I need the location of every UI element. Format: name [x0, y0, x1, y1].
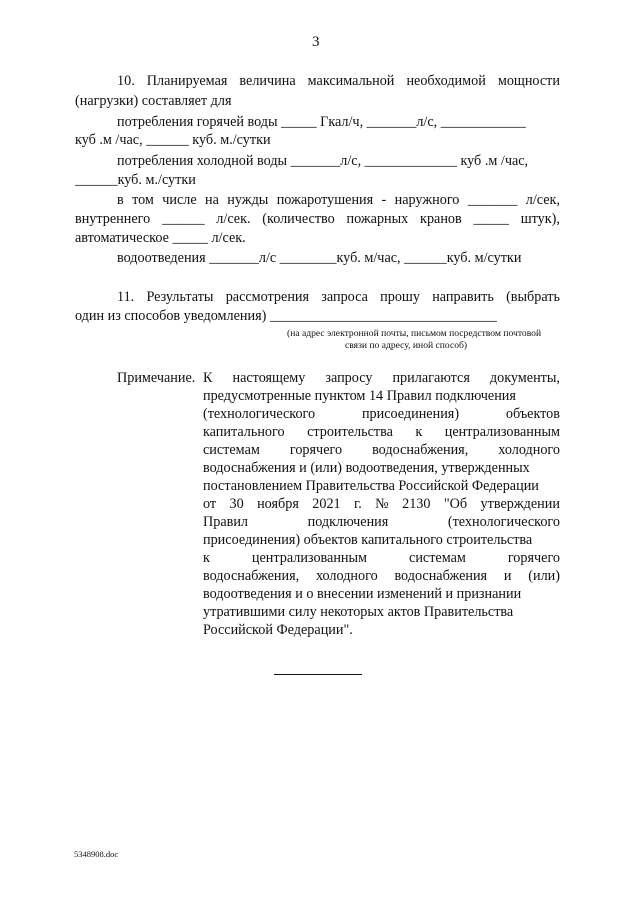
note-line-8: от 30 ноября 2021 г. № 2130 "Об утверждении — [203, 496, 560, 512]
note-line-10: присоединения) объектов капитального строительства — [203, 532, 533, 548]
note-line-11: к централизованным системам горячего — [203, 550, 560, 566]
fire-fighting-line-1: в том числе на нужды пожаротушения - наружного _______ л/сек, — [117, 192, 560, 208]
note-line-2: предусмотренные пунктом 14 Правил подключения — [203, 388, 516, 404]
hot-water-line: потребления горячей воды _____ Гкал/ч, _______л/с, ____________ — [117, 114, 526, 130]
note-line-1: К настоящему запросу прилагаются документы, — [203, 370, 560, 386]
note-line-3: (технологического присоединения) объектов — [203, 406, 560, 422]
note-line-14: утратившими силу некоторых актов Правительства — [203, 604, 514, 620]
note-line-15: Российской Федерации". — [203, 622, 353, 638]
notification-hint-1: (на адрес электронной почты, письмом посредством почтовой — [287, 328, 542, 339]
item-10-line-1: 10. Планируемая величина максимальной необходимой мощности — [117, 73, 560, 89]
fire-fighting-line-2: внутреннего ______ л/сек. (количество пожарных кранов _____ штук), — [75, 211, 560, 227]
note-line-7: постановлением Правительства Российской Федерации — [203, 478, 539, 494]
note-line-12: водоснабжения, холодного водоснабжения и (или) — [203, 568, 560, 584]
note-line-13: водоотведения и о внесении изменений и признании — [203, 586, 522, 602]
document-id: 5348908.doc — [74, 849, 119, 859]
note-line-5: системам горячего водоснабжения, холодного — [203, 442, 560, 458]
hot-water-line-cont: куб .м /час, ______ куб. м./сутки — [75, 132, 271, 148]
item-11-line-2: один из способов уведомления) ________________________________ — [75, 308, 497, 324]
note-line-6: водоснабжения и (или) водоотведения, утвержденных — [203, 460, 530, 476]
item-10-line-2: (нагрузки) составляет для — [75, 93, 232, 109]
cold-water-line-cont: ______куб. м./сутки — [75, 172, 196, 188]
end-divider — [274, 674, 362, 675]
automatic-fire-line: автоматическое _____ л/сек. — [75, 230, 246, 246]
wastewater-line: водоотведения _______л/с ________куб. м/час, ______куб. м/сутки — [117, 250, 522, 266]
note-label: Примечание. — [117, 370, 196, 386]
item-11-line-1: 11. Результаты рассмотрения запроса прошу направить (выбрать — [117, 289, 560, 305]
cold-water-line: потребления холодной воды _______л/с, _____________ куб .м /час, — [117, 153, 529, 169]
note-line-9: Правил подключения (технологического — [203, 514, 560, 530]
page-number: 3 — [312, 34, 320, 50]
notification-hint-2: связи по адресу, иной способ) — [345, 340, 468, 351]
note-line-4: капитального строительства к централизованным — [203, 424, 560, 440]
